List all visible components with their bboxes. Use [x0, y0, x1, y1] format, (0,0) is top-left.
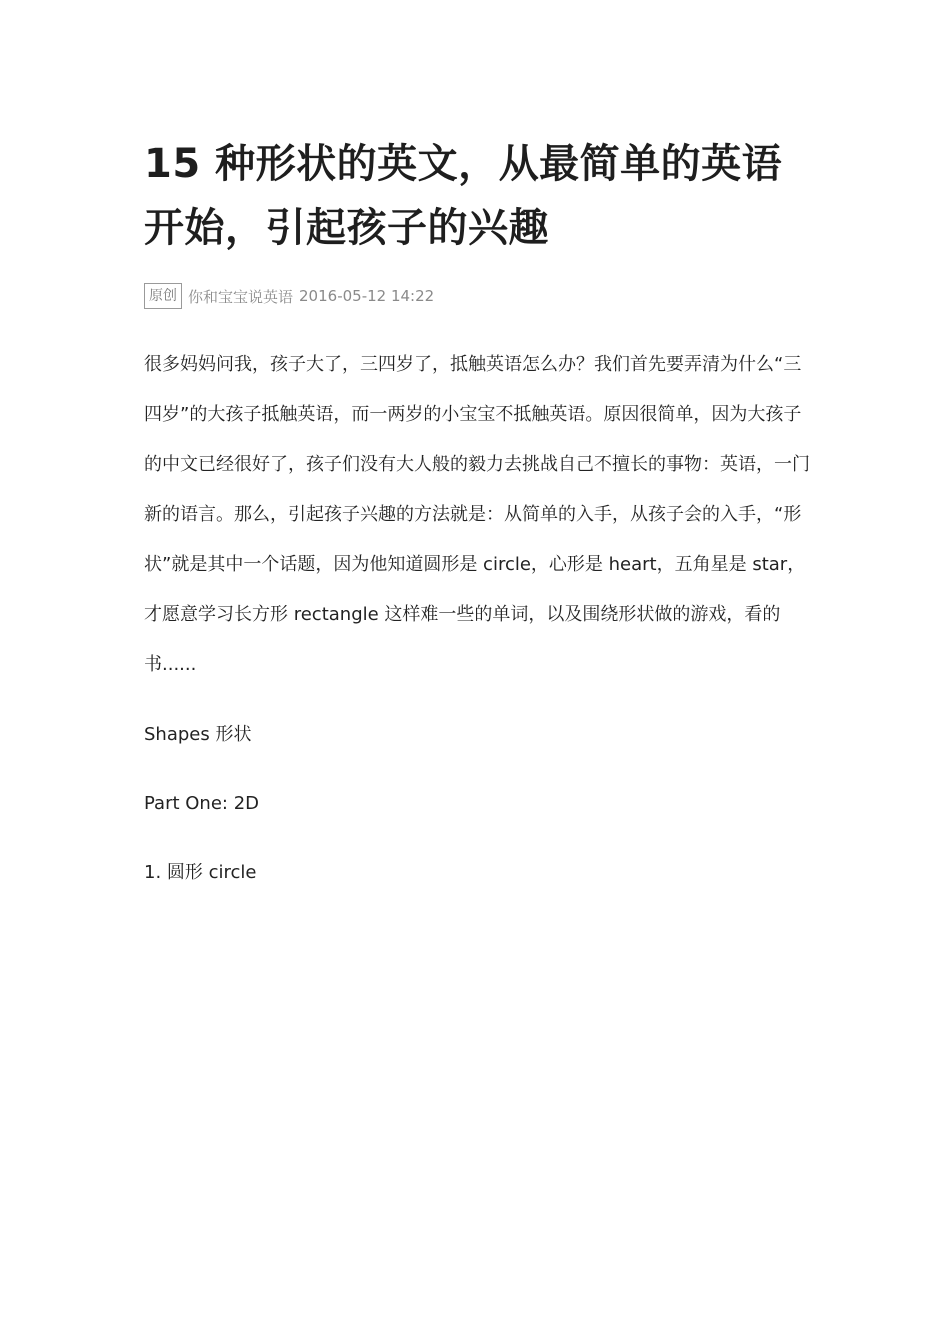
publish-datetime: 2016-05-12 14:22 — [299, 287, 435, 305]
list-item-circle: 1. 圆形 circle — [144, 862, 257, 883]
section-heading-part-one: Part One: 2D — [144, 793, 260, 814]
article — [144, 132, 810, 898]
article-title: 15 种形状的英文，从最简单的英语开始，引起孩子的兴趣 — [144, 141, 783, 251]
intro-paragraph: 很多妈妈问我，孩子大了，三四岁了，抵触英语怎么办？我们首先要弄清为什么“三四岁”的大孩子抵触英语，而一两岁的小宝宝不抵触英语。原因很简单，因为大孩子的中文已经很好了，孩子们没有大人般的毅力去挑战自己不擅长的事物：英语，一门新的语言。那么，引起孩子兴趣的方法就是：从简单的入手，从孩子会的入手，“形状”就是其中一个话题，因为他知道圆形是 circle，心形是 heart，五角星是 star，才愿意学习长方形 rectangle 这样难一些的单词，以及围绕形状做的游戏，看的书...... — [144, 354, 810, 675]
article-meta — [144, 282, 810, 310]
author-link[interactable]: 你和宝宝说英语 — [188, 287, 294, 306]
section-heading-shapes: Shapes 形状 — [144, 724, 252, 745]
original-badge: 原创 — [144, 283, 182, 309]
